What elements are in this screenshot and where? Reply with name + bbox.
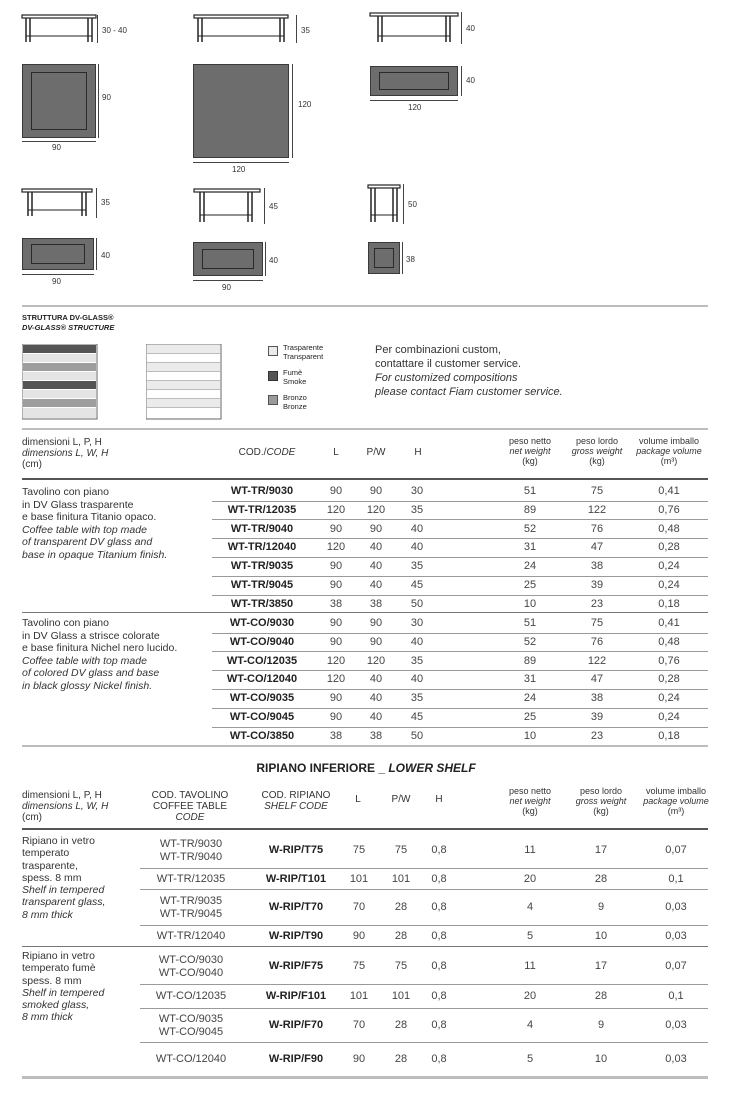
cell-h: 40 xyxy=(410,541,424,554)
cell-vol: 0,07 xyxy=(665,844,687,856)
cell-l: 70 xyxy=(352,1019,366,1031)
cell-net: 20 xyxy=(523,990,537,1002)
product-code: WT-CO/9030 xyxy=(229,617,295,629)
table2-group2-description: Ripiano in vetro temperato fumè spess. 8 mm Shelf in tempered smoked glass, 8 mm thick xyxy=(22,950,105,1024)
cell-l: 120 xyxy=(326,673,346,686)
cell-h: 45 xyxy=(410,711,424,723)
cell-gross: 10 xyxy=(594,929,608,942)
cell-net: 31 xyxy=(523,673,537,686)
dim-depth-1: 90 xyxy=(102,93,111,102)
cell-vol: 0,28 xyxy=(658,541,680,554)
cell-vol: 0,48 xyxy=(658,522,680,535)
table2-header-gross: peso lordo gross weight (kg) xyxy=(575,786,627,816)
cell-h: 50 xyxy=(410,729,424,742)
cell-h: 50 xyxy=(410,597,424,610)
cell-gross: 122 xyxy=(587,654,607,667)
dim-height-3: 40 xyxy=(466,24,475,33)
coffee-table-code: WT-CO/9035 xyxy=(158,1013,224,1025)
cell-vol: 0,41 xyxy=(658,485,680,497)
cell-h: 40 xyxy=(410,522,424,535)
product-code: WT-TR/9030 xyxy=(230,485,294,497)
cell-vol: 0,28 xyxy=(658,673,680,686)
cell-w: 90 xyxy=(369,522,383,535)
cell-l: 90 xyxy=(329,560,343,573)
cell-l: 90 xyxy=(329,617,343,629)
table1-header-code: COD./CODE xyxy=(238,447,296,458)
cell-net: 51 xyxy=(523,485,537,497)
table2-header-l: L xyxy=(355,794,361,805)
cell-h: 0,8 xyxy=(431,872,447,885)
dim-length-4: 90 xyxy=(52,277,61,286)
table-row-divider xyxy=(212,501,708,502)
dim-depth-3: 40 xyxy=(466,76,475,85)
glass-structure-colored xyxy=(22,344,98,420)
side-view-drawing-12040 xyxy=(368,10,460,46)
cell-w: 28 xyxy=(394,901,408,913)
cell-w: 40 xyxy=(369,692,383,705)
coffee-table-code: WT-CO/9040 xyxy=(158,967,224,979)
coffee-table-code: WT-CO/9030 xyxy=(158,954,224,966)
cell-w: 38 xyxy=(369,597,383,610)
coffee-table-code: WT-CO/12035 xyxy=(155,990,227,1002)
product-code: WT-CO/9040 xyxy=(229,635,295,648)
section-divider xyxy=(22,305,708,307)
cell-gross: 39 xyxy=(590,711,604,723)
table1-header-l: L xyxy=(333,447,339,458)
cell-l: 90 xyxy=(352,929,366,942)
cell-net: 10 xyxy=(523,729,537,742)
shelf-code: W-RIP/F70 xyxy=(268,1019,324,1031)
cell-gross: 23 xyxy=(590,597,604,610)
glass-structure-transparent xyxy=(146,344,222,420)
table2-header-pw: P/W xyxy=(391,794,411,805)
cell-l: 120 xyxy=(326,541,346,554)
dim-height-4: 35 xyxy=(101,198,110,207)
cell-net: 89 xyxy=(523,654,537,667)
cell-gross: 10 xyxy=(594,1053,608,1065)
cell-gross: 122 xyxy=(587,503,607,516)
table-row-divider xyxy=(212,519,708,520)
cell-h: 30 xyxy=(410,485,424,497)
table2-header-table-code: COD. TAVOLINO COFFEE TABLE CODE xyxy=(151,790,229,823)
table-row-divider xyxy=(140,889,708,890)
cell-h: 0,8 xyxy=(431,990,447,1002)
lower-shelf-title: RIPIANO INFERIORE _ LOWER SHELF xyxy=(256,761,476,775)
cell-gross: 9 xyxy=(597,1019,605,1031)
cell-vol: 0,24 xyxy=(658,560,680,573)
cell-vol: 0,1 xyxy=(668,872,684,885)
table-row-divider xyxy=(212,538,708,539)
plan-view-3838 xyxy=(368,242,400,274)
cell-gross: 76 xyxy=(590,635,604,648)
cell-l: 90 xyxy=(329,522,343,535)
dim-depth-6: 38 xyxy=(406,255,415,264)
table2-header-shelf-code: COD. RIPIANO SHELF CODE xyxy=(261,790,331,812)
cell-vol: 0,03 xyxy=(665,1019,687,1031)
cell-w: 40 xyxy=(369,673,383,686)
table1-header-volume: volume imballo package volume (m³) xyxy=(636,436,702,466)
cell-w: 40 xyxy=(369,711,383,723)
table-row-divider xyxy=(212,670,708,671)
table-row-divider xyxy=(212,727,708,728)
table1-header-dimensions: dimensioni L, P, H dimensions L, W, H (cm) xyxy=(22,437,109,470)
cell-h: 0,8 xyxy=(431,901,447,913)
section-divider xyxy=(22,745,708,747)
table1-group2-description: Tavolino con piano in DV Glass a strisce colorate e base finitura Nichel nero lucido. Coffee table with top made of colored DV glass and base in black glossy Nickel finish. xyxy=(22,617,178,692)
coffee-table-code: WT-CO/9045 xyxy=(158,1026,224,1038)
table-row-divider xyxy=(140,1008,708,1009)
cell-gross: 75 xyxy=(590,485,604,497)
shelf-code: W-RIP/T75 xyxy=(268,844,324,856)
dim-depth-4: 40 xyxy=(101,251,110,260)
cell-net: 31 xyxy=(523,541,537,554)
cell-h: 35 xyxy=(410,560,424,573)
cell-gross: 23 xyxy=(590,729,604,742)
cell-w: 28 xyxy=(394,929,408,942)
table1-group1-description: Tavolino con piano in DV Glass trasparente e base finitura Titanio opaco. Coffee table with top made of transparent DV glass and base in opaque Titanium finish. xyxy=(22,486,168,561)
product-code: WT-TR/12035 xyxy=(227,503,297,516)
cell-gross: 75 xyxy=(590,617,604,629)
plan-view-9045 xyxy=(193,242,263,276)
section-divider xyxy=(22,428,708,430)
product-code: WT-TR/9040 xyxy=(230,522,294,535)
cell-gross: 28 xyxy=(594,990,608,1002)
table-row-divider xyxy=(140,1042,708,1043)
cell-vol: 0,03 xyxy=(665,901,687,913)
table-row-divider xyxy=(140,868,708,869)
cell-vol: 0,24 xyxy=(658,692,680,705)
cell-vol: 0,24 xyxy=(658,579,680,591)
cell-vol: 0,76 xyxy=(658,503,680,516)
cell-gross: 76 xyxy=(590,522,604,535)
table1-header-rule xyxy=(22,478,708,480)
table1-header-h: H xyxy=(414,447,422,458)
plan-view-9040 xyxy=(22,238,94,270)
table2-group-divider xyxy=(22,946,708,947)
cell-gross: 28 xyxy=(594,872,608,885)
cell-w: 28 xyxy=(394,1019,408,1031)
cell-l: 90 xyxy=(329,692,343,705)
cell-net: 11 xyxy=(524,960,536,972)
cell-l: 90 xyxy=(329,579,343,591)
table-row-divider xyxy=(140,984,708,985)
product-code: WT-CO/12035 xyxy=(226,654,298,667)
cell-gross: 17 xyxy=(594,960,608,972)
cell-gross: 17 xyxy=(594,844,608,856)
cell-h: 35 xyxy=(410,654,424,667)
side-view-drawing-9035 xyxy=(20,186,96,220)
cell-vol: 0,76 xyxy=(658,654,680,667)
cell-l: 90 xyxy=(329,711,343,723)
cell-h: 0,8 xyxy=(431,1053,447,1065)
legend-label-bronze: Bronzo Bronze xyxy=(283,393,307,411)
coffee-table-code: WT-TR/9040 xyxy=(159,851,223,863)
table1-header-pw: P/W xyxy=(366,447,386,458)
cell-net: 20 xyxy=(523,872,537,885)
custom-note: Per combinazioni custom, contattare il customer service. For customized compositions please contact Fiam customer service. xyxy=(375,344,563,398)
side-view-drawing-3850 xyxy=(366,182,402,226)
cell-l: 101 xyxy=(349,872,369,885)
product-code: WT-CO/9035 xyxy=(229,692,295,705)
cell-l: 90 xyxy=(329,485,343,497)
cell-gross: 47 xyxy=(590,541,604,554)
table-row-divider xyxy=(212,651,708,652)
cell-h: 0,8 xyxy=(431,960,447,972)
legend-label-smoke: Fumè Smoke xyxy=(283,368,307,386)
legend-swatch-smoke xyxy=(268,371,278,381)
cell-net: 24 xyxy=(523,692,537,705)
cell-net: 5 xyxy=(526,1053,534,1065)
product-code: WT-CO/9045 xyxy=(229,711,295,723)
cell-h: 35 xyxy=(410,503,424,516)
legend-label-transparent: Trasparente Transparent xyxy=(283,343,324,361)
cell-h: 30 xyxy=(410,617,424,629)
table-row-divider xyxy=(212,595,708,596)
cell-net: 4 xyxy=(526,1019,534,1031)
table-row-divider xyxy=(212,576,708,577)
table2-group1-description: Ripiano in vetro temperato trasparente, spess. 8 mm Shelf in tempered transparent glass, 8 mm thick xyxy=(22,835,106,921)
table2-header-volume: volume imballo package volume (m³) xyxy=(643,786,709,816)
table2-header-h: H xyxy=(435,794,443,805)
legend-swatch-bronze xyxy=(268,395,278,405)
table1-header-gross: peso lordo gross weight (kg) xyxy=(571,436,623,466)
table-row-divider xyxy=(212,708,708,709)
dim-length-5: 90 xyxy=(222,283,231,292)
table1-group-divider xyxy=(22,612,708,613)
product-code: WT-TR/9035 xyxy=(230,560,294,573)
shelf-code: W-RIP/F75 xyxy=(268,960,324,972)
table-row-divider xyxy=(212,557,708,558)
cell-gross: 9 xyxy=(597,901,605,913)
cell-w: 90 xyxy=(369,485,383,497)
cell-w: 75 xyxy=(394,960,408,972)
cell-h: 40 xyxy=(410,635,424,648)
side-view-drawing-12035 xyxy=(192,12,292,46)
cell-w: 120 xyxy=(366,654,386,667)
cell-l: 90 xyxy=(352,1053,366,1065)
table2-header-dimensions: dimensioni L, P, H dimensions L, W, H (cm) xyxy=(22,790,109,823)
cell-h: 45 xyxy=(410,579,424,591)
cell-net: 5 xyxy=(526,929,534,942)
cell-vol: 0,18 xyxy=(658,729,680,742)
cell-l: 120 xyxy=(326,654,346,667)
table1-header-net: peso netto net weight (kg) xyxy=(508,436,552,466)
dim-depth-2: 120 xyxy=(298,100,312,109)
cell-vol: 0,03 xyxy=(665,929,687,942)
shelf-code: W-RIP/F101 xyxy=(265,990,327,1002)
cell-l: 75 xyxy=(352,960,366,972)
table2-header-net: peso netto net weight (kg) xyxy=(508,786,552,816)
cell-l: 38 xyxy=(329,597,343,610)
cell-w: 101 xyxy=(391,990,411,1002)
product-code: WT-TR/12040 xyxy=(227,541,297,554)
cell-vol: 0,24 xyxy=(658,711,680,723)
cell-h: 35 xyxy=(410,692,424,705)
cell-net: 10 xyxy=(523,597,537,610)
coffee-table-code: WT-TR/9030 xyxy=(159,838,223,850)
plan-view-12040 xyxy=(370,66,458,96)
side-view-drawing-9045 xyxy=(192,186,264,226)
shelf-code: W-RIP/T90 xyxy=(268,929,324,942)
cell-net: 24 xyxy=(523,560,537,573)
cell-net: 4 xyxy=(526,901,534,913)
dim-height-6: 50 xyxy=(408,200,417,209)
cell-net: 89 xyxy=(523,503,537,516)
product-code: WT-TR/3850 xyxy=(230,597,294,610)
cell-l: 101 xyxy=(349,990,369,1002)
cell-net: 52 xyxy=(523,635,537,648)
cell-vol: 0,07 xyxy=(665,960,687,972)
cell-net: 25 xyxy=(523,711,537,723)
cell-h: 0,8 xyxy=(431,844,447,856)
coffee-table-code: WT-TR/9045 xyxy=(159,908,223,920)
cell-w: 120 xyxy=(366,503,386,516)
cell-w: 38 xyxy=(369,729,383,742)
side-view-drawing-9030 xyxy=(20,12,100,46)
dim-length-2: 120 xyxy=(232,165,246,174)
coffee-table-code: WT-TR/12040 xyxy=(156,929,226,942)
table-row-divider xyxy=(212,689,708,690)
cell-h: 0,8 xyxy=(431,1019,447,1031)
cell-w: 40 xyxy=(369,560,383,573)
dim-height-1: 30 - 40 xyxy=(102,26,127,35)
cell-l: 90 xyxy=(329,635,343,648)
cell-w: 40 xyxy=(369,579,383,591)
coffee-table-code: WT-TR/9035 xyxy=(159,895,223,907)
cell-vol: 0,1 xyxy=(668,990,684,1002)
shelf-code: W-RIP/T70 xyxy=(268,901,324,913)
cell-l: 75 xyxy=(352,844,366,856)
dim-depth-5: 40 xyxy=(269,256,278,265)
cell-l: 38 xyxy=(329,729,343,742)
product-code: WT-CO/3850 xyxy=(229,729,295,742)
cell-l: 70 xyxy=(352,901,366,913)
legend-swatch-transparent xyxy=(268,346,278,356)
plan-view-9090 xyxy=(22,64,96,138)
cell-gross: 38 xyxy=(590,692,604,705)
cell-net: 11 xyxy=(524,844,536,856)
structure-title: STRUTTURA DV-GLASS® DV-GLASS® STRUCTURE xyxy=(22,313,115,332)
dim-length-3: 120 xyxy=(408,103,422,112)
cell-gross: 39 xyxy=(590,579,604,591)
table-row-divider xyxy=(140,925,708,926)
dim-height-5: 45 xyxy=(269,202,278,211)
shelf-code: W-RIP/F90 xyxy=(268,1053,324,1065)
cell-net: 25 xyxy=(523,579,537,591)
section-divider xyxy=(22,1076,708,1079)
cell-vol: 0,03 xyxy=(665,1053,687,1065)
cell-vol: 0,18 xyxy=(658,597,680,610)
table2-header-rule xyxy=(22,828,708,830)
cell-net: 52 xyxy=(523,522,537,535)
cell-gross: 38 xyxy=(590,560,604,573)
cell-h: 0,8 xyxy=(431,929,447,942)
product-code: WT-CO/12040 xyxy=(226,673,298,686)
cell-w: 90 xyxy=(369,617,383,629)
cell-l: 120 xyxy=(326,503,346,516)
cell-w: 40 xyxy=(369,541,383,554)
cell-vol: 0,48 xyxy=(658,635,680,648)
dim-height-2: 35 xyxy=(301,26,310,35)
plan-view-120120 xyxy=(193,64,289,158)
coffee-table-code: WT-TR/12035 xyxy=(156,872,226,885)
cell-w: 101 xyxy=(391,872,411,885)
cell-w: 28 xyxy=(394,1053,408,1065)
shelf-code: W-RIP/T101 xyxy=(265,872,327,885)
cell-net: 51 xyxy=(523,617,537,629)
dim-length-1: 90 xyxy=(52,143,61,152)
coffee-table-code: WT-CO/12040 xyxy=(155,1053,227,1065)
product-code: WT-TR/9045 xyxy=(230,579,294,591)
cell-w: 90 xyxy=(369,635,383,648)
cell-vol: 0,41 xyxy=(658,617,680,629)
cell-h: 40 xyxy=(410,673,424,686)
cell-w: 75 xyxy=(394,844,408,856)
cell-gross: 47 xyxy=(590,673,604,686)
table-row-divider xyxy=(212,633,708,634)
